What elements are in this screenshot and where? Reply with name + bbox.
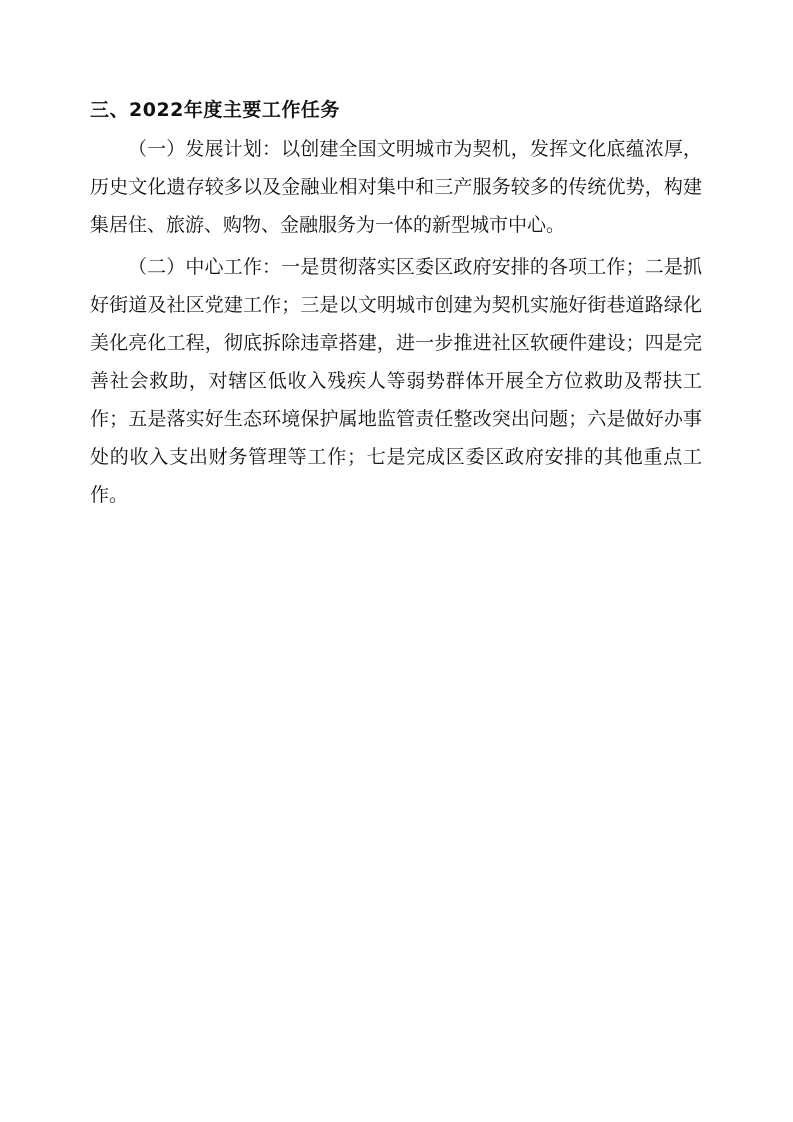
paragraph-development-plan: （一）发展计划：以创建全国文明城市为契机，发挥文化底蕴浓厚，历史文化遗存较多以及金融业相对集中和三产服务较多的传统优势，构建集居住、旅游、购物、金融服务为一体的新型城市中心。: [90, 138, 702, 236]
document-body: [90, 94, 702, 514]
section-heading: 三、2022年度主要工作任务: [90, 99, 340, 121]
paragraph-core-work: （二）中心工作：一是贯彻落实区委区政府安排的各项工作；二是抓好街道及社区党建工作；三是以文明城市创建为契机实施好街巷道路绿化美化亮化工程，彻底拆除违章搭建，进一步推进社区软硬件建设；四是完善社会救助，对辖区低收入残疾人等弱势群体开展全方位救助及帮扶工作；五是落实好生态环境保护属地监管责任整改突出问题；六是做好办事处的收入支出财务管理等工作；七是完成区委区政府安排的其他重点工作。: [90, 256, 702, 506]
